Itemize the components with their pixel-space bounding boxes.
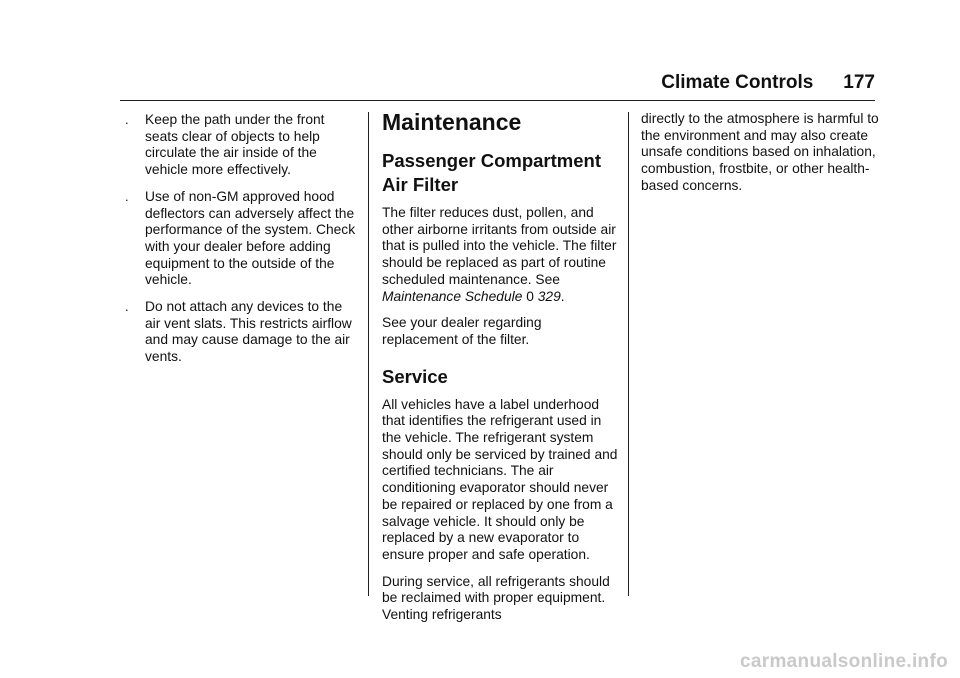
bullet-text: Use of non-GM approved hood deflectors can adversely affect the performance of the system. Check with your dealer before adding equipment to the outside of the vehicle. — [145, 188, 356, 288]
subsection-title-air-filter: Passenger Compartment Air Filter — [382, 150, 601, 195]
bullet-list — [125, 112, 357, 366]
page-header — [0, 72, 875, 94]
paragraph: All vehicles have a label underhood that identifies the refrigerant used in the vehicle. The refrigerant system should only be serviced by trained and certified technicians. The air conditioning evaporator should never be repaired or replaced by one from a salvage vehicle. It should only be replaced by a new evaporator to ensure proper and safe operation. — [382, 396, 618, 562]
watermark: carmanualsonline.info — [740, 651, 948, 672]
paragraph — [382, 205, 618, 305]
subsection-title-service: Service — [382, 365, 448, 387]
cross-reference-link[interactable]: Maintenance Schedule — [382, 288, 523, 304]
bullet-icon: . — [125, 188, 129, 204]
column-divider-2 — [628, 112, 629, 596]
bullet-text: Keep the path under the front seats clear of objects to help circulate the air inside of the vehicle more effectively. — [145, 112, 325, 178]
paragraph-text: The filter reduces dust, pollen, and other airborne irritants from outside air that is pulled into the vehicle. The filter should be replaced as part of routine scheduled maintenance. See — [382, 205, 617, 287]
paragraph: During service, all refrigerants should be reclaimed with proper equipment. Venting refrigerants — [382, 573, 610, 623]
list-item — [125, 112, 357, 179]
chapter-title: Climate Controls — [661, 72, 814, 93]
list-item — [125, 189, 357, 289]
column-left — [125, 112, 357, 376]
page-reference[interactable]: 329 — [537, 288, 561, 304]
column-right — [641, 111, 881, 205]
column-middle — [382, 108, 618, 634]
section-title: Maintenance — [382, 109, 522, 135]
bullet-icon: . — [125, 112, 129, 127]
page-ref-arrow-icon: 0 — [526, 288, 534, 304]
list-item — [125, 299, 357, 366]
page-number: 177 — [843, 72, 875, 93]
header-divider — [120, 100, 875, 101]
column-divider-1 — [368, 112, 369, 596]
paragraph: See your dealer regarding replacement of the filter. — [382, 315, 542, 347]
bullet-text: Do not attach any devices to the air vent slats. This restricts airflow and may cause damage to the air vents. — [145, 299, 352, 365]
paragraph-end: . — [560, 288, 565, 304]
paragraph: directly to the atmosphere is harmful to the environment and may also create unsafe conditions based on inhalation, combustion, frostbite, or other health-based concerns. — [641, 111, 879, 193]
bullet-icon: . — [125, 299, 129, 315]
